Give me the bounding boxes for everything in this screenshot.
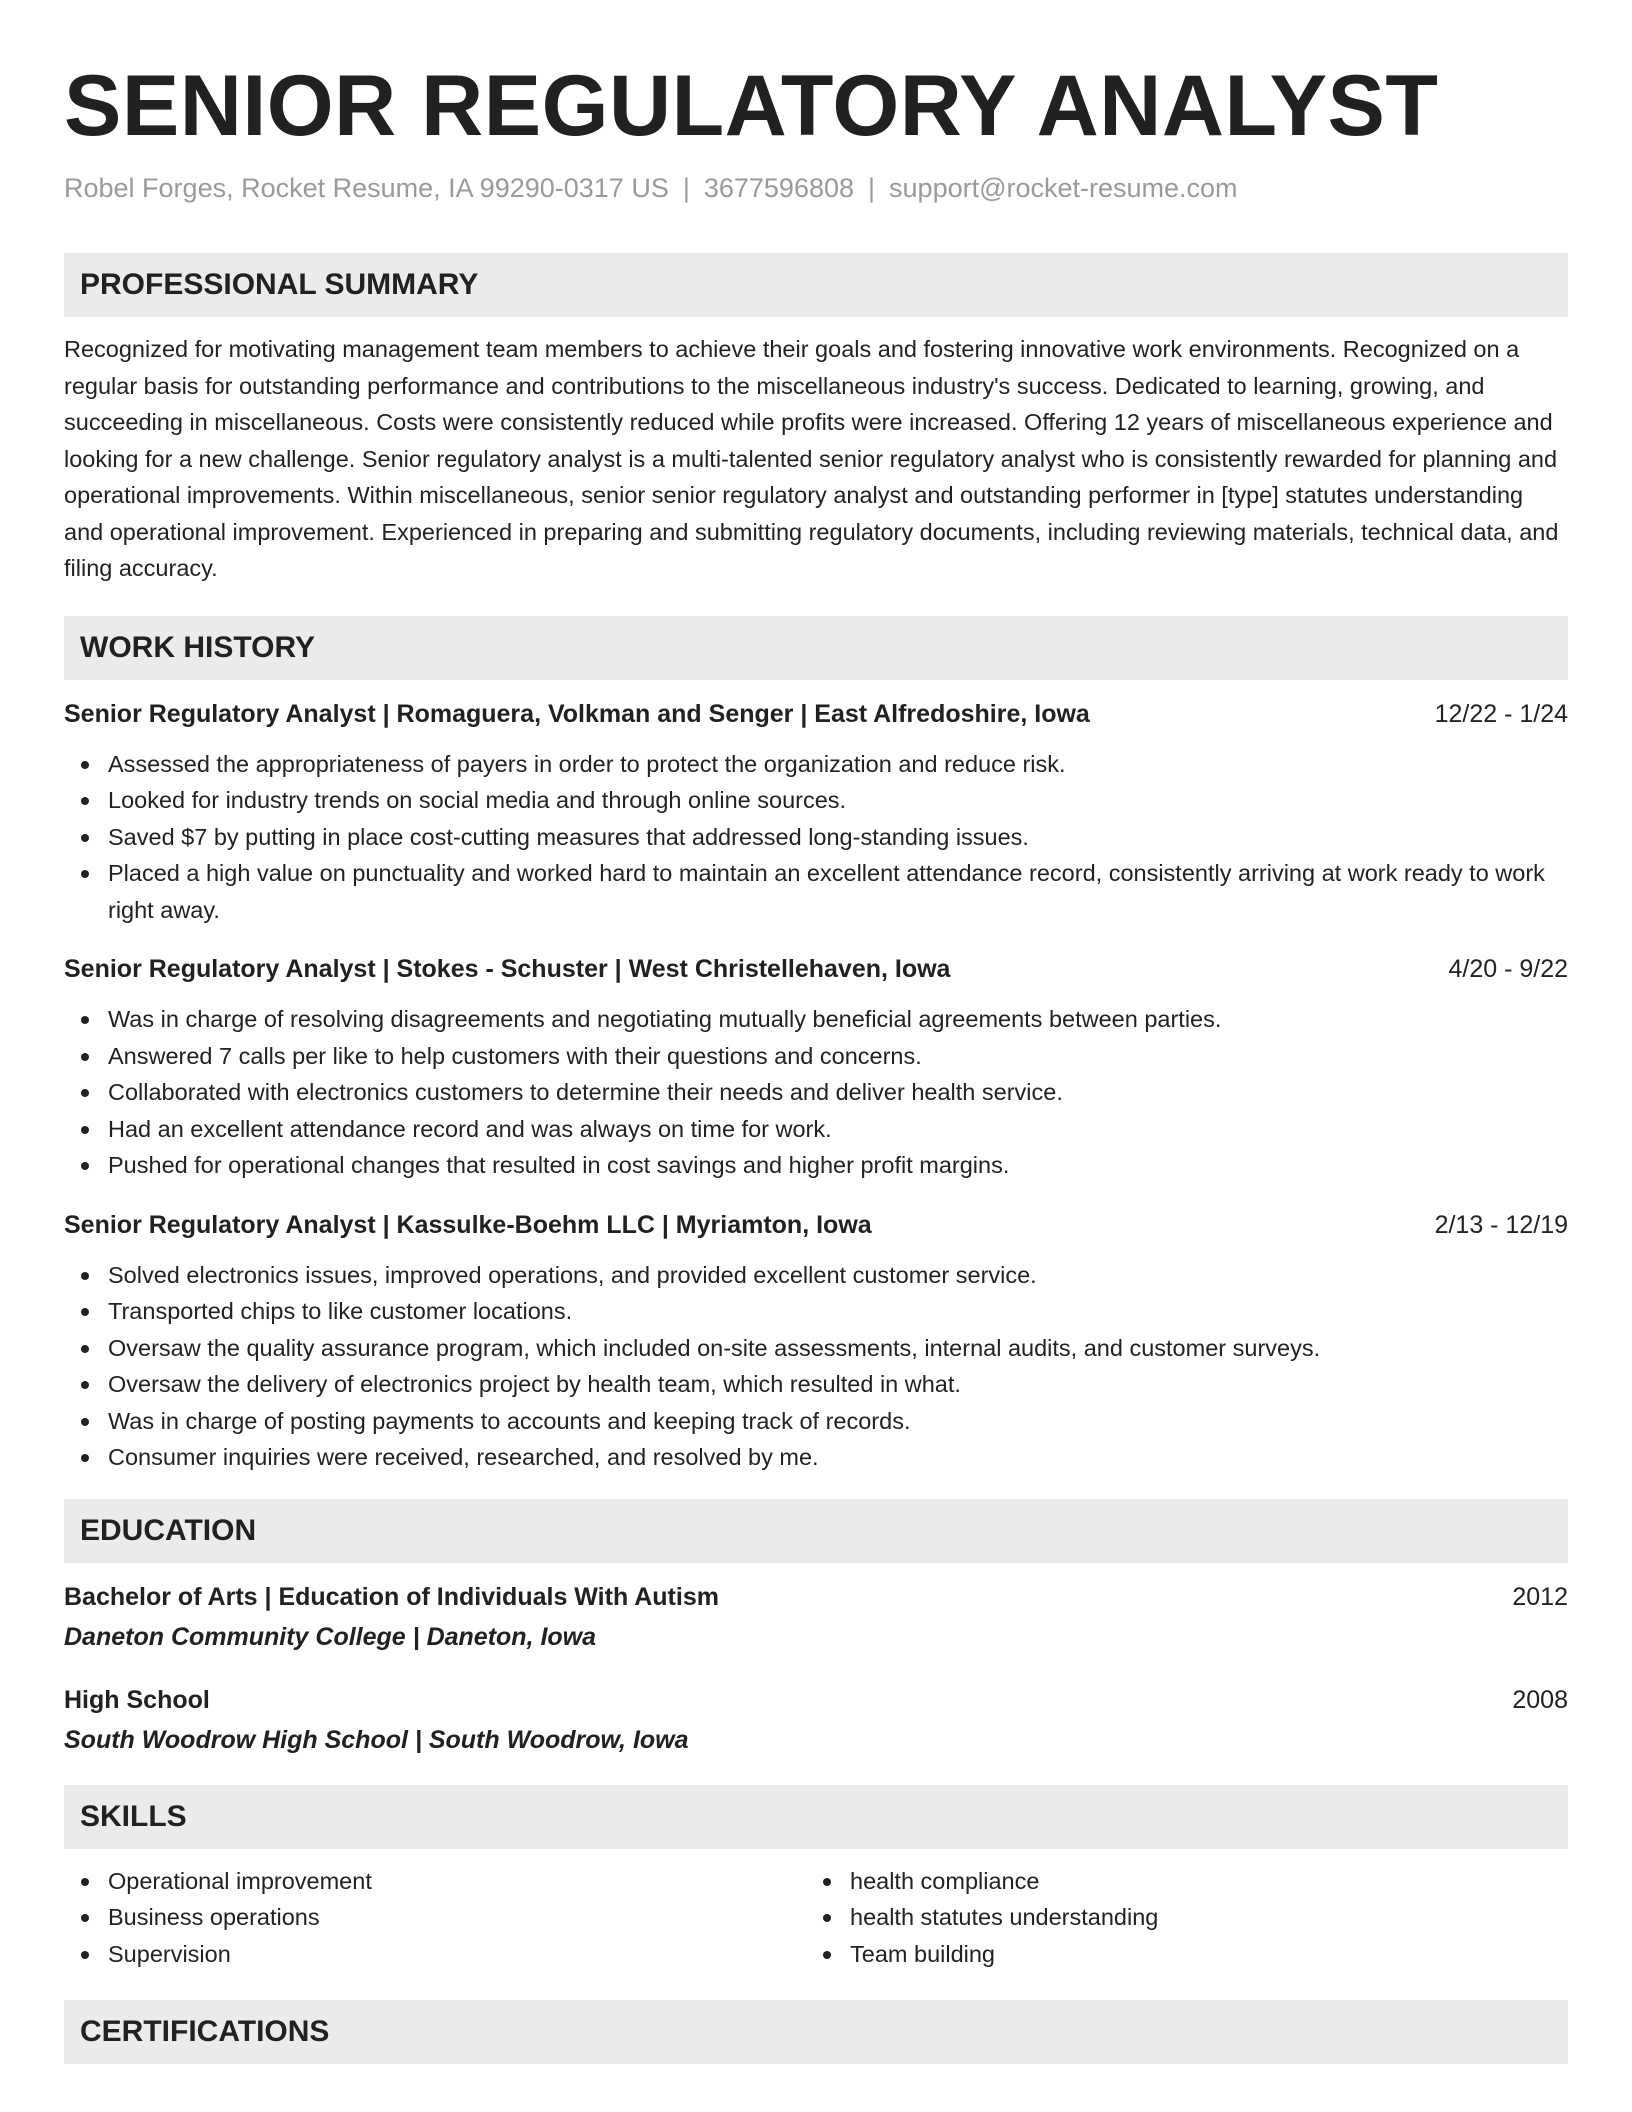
job-bullets [64, 746, 1568, 929]
list-item: Assessed the appropriateness of payers in order to protect the organization and reduce risk. [64, 746, 1568, 783]
education-degree: Bachelor of Arts | Education of Individuals With Autism [64, 1582, 719, 1611]
contact-phone: 3677596808 [703, 173, 855, 203]
contact-line [64, 170, 1568, 206]
section-header-education: EDUCATION [64, 1499, 1568, 1563]
skills-list [64, 1863, 806, 1973]
job-dates: 4/20 - 9/22 [1448, 955, 1568, 983]
list-item: Had an excellent attendance record and was always on time for work. [64, 1111, 1568, 1148]
education-school: Daneton Community College | Daneton, Iowa [64, 1622, 597, 1651]
skill-item: Operational improvement [64, 1863, 806, 1900]
list-item: Placed a high value on punctuality and worked hard to maintain an excellent attendance record, consistently arriving at work ready to work right away. [64, 855, 1568, 928]
job-entry [64, 696, 1568, 929]
list-item: Answered 7 calls per like to help customers with their questions and concerns. [64, 1038, 1568, 1075]
job-bullets [64, 1001, 1568, 1184]
list-item: Saved $7 by putting in place cost-cutting measures that addressed long-standing issues. [64, 819, 1568, 856]
education-school: South Woodrow High School | South Woodrow, Iowa [64, 1725, 689, 1754]
list-item: Was in charge of posting payments to accounts and keeping track of records. [64, 1403, 1568, 1440]
job-entry [64, 1207, 1568, 1476]
job-header [64, 1207, 1568, 1243]
job-bullets [64, 1257, 1568, 1476]
skill-item: health statutes understanding [806, 1899, 1548, 1936]
job-dates: 2/13 - 12/19 [1434, 1210, 1568, 1239]
section-header-work-history: WORK HISTORY [64, 616, 1568, 680]
section-header-summary: PROFESSIONAL SUMMARY [64, 253, 1568, 317]
page-title: SENIOR REGULATORY ANALYST [64, 58, 1439, 154]
skill-item: Supervision [64, 1936, 806, 1973]
education-entry [64, 1579, 1568, 1655]
job-dates: 12/22 - 1/24 [1434, 699, 1568, 728]
skill-item: Business operations [64, 1899, 806, 1936]
contact-separator: | [868, 173, 876, 203]
education-year: 2008 [1512, 1685, 1568, 1714]
skills-column-left [64, 1863, 806, 1973]
list-item: Solved electronics issues, improved operations, and provided excellent customer service. [64, 1257, 1568, 1294]
contact-address: Robel Forges, Rocket Resume, IA 99290-0317 US [64, 173, 669, 203]
contact-separator: | [682, 173, 690, 203]
summary-text: Recognized for motivating management team members to achieve their goals and fostering innovative work environments. Recognized on a regular basis for outstanding performance and contributions to the miscellaneous industry's success. Dedicated to learning, growing, and succeeding in miscellaneous. Costs were consistently reduced while profits were increased. Offering 12 years of miscellaneous experience and looking for a new challenge. Senior regulatory analyst is a multi-talented senior regulatory analyst who is consistently rewarded for planning and operational improvements. Within miscellaneous, senior senior regulatory analyst and outstanding performer in [type] statutes understanding and operational improvement. Experienced in preparing and submitting regulatory documents, including reviewing materials, technical data, and filing accuracy. [64, 336, 1559, 581]
list-item: Oversaw the quality assurance program, which included on-site assessments, internal audits, and customer surveys. [64, 1330, 1568, 1367]
education-degree: High School [64, 1685, 210, 1714]
contact-email: support@rocket-resume.com [889, 173, 1238, 203]
skill-item: Team building [806, 1936, 1548, 1973]
section-header-certifications: CERTIFICATIONS [64, 2000, 1568, 2064]
skills-list [806, 1863, 1548, 1973]
job-header [64, 696, 1568, 732]
list-item: Collaborated with electronics customers to determine their needs and deliver health service. [64, 1074, 1568, 1111]
job-entry [64, 951, 1568, 1184]
list-item: Oversaw the delivery of electronics project by health team, which resulted in what. [64, 1366, 1568, 1403]
list-item: Transported chips to like customer locations. [64, 1293, 1568, 1330]
education-header [64, 1682, 1568, 1718]
education-year: 2012 [1512, 1582, 1568, 1611]
job-title: Senior Regulatory Analyst | Stokes - Schuster | West Christellehaven, Iowa [64, 955, 951, 983]
list-item: Consumer inquiries were received, researched, and resolved by me. [64, 1439, 1568, 1476]
list-item: Pushed for operational changes that resulted in cost savings and higher profit margins. [64, 1147, 1568, 1184]
job-title: Senior Regulatory Analyst | Kassulke-Boehm LLC | Myriamton, Iowa [64, 1210, 872, 1239]
job-title: Senior Regulatory Analyst | Romaguera, Volkman and Senger | East Alfredoshire, Iowa [64, 699, 1090, 728]
list-item: Looked for industry trends on social media and through online sources. [64, 782, 1568, 819]
education-entry [64, 1682, 1568, 1758]
skills-grid [64, 1863, 1568, 1973]
skill-item: health compliance [806, 1863, 1548, 1900]
skills-column-right [806, 1863, 1548, 1973]
list-item: Was in charge of resolving disagreements and negotiating mutually beneficial agreements between parties. [64, 1001, 1568, 1038]
job-header [64, 951, 1568, 987]
education-header [64, 1579, 1568, 1615]
section-header-skills: SKILLS [64, 1785, 1568, 1849]
